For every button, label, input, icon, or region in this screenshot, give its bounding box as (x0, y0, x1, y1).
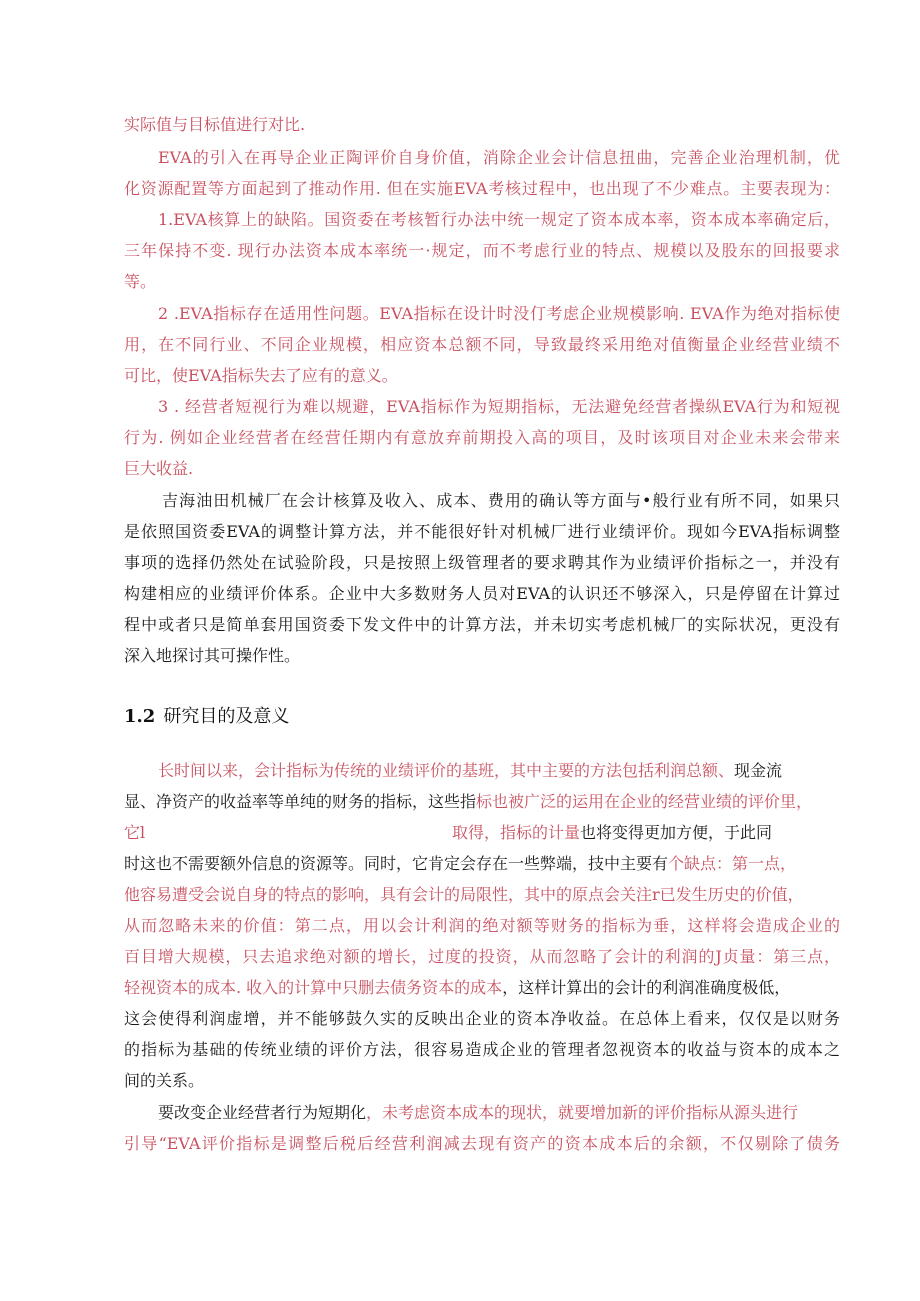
text-line: 1.EVA核算上的缺陷。国资委在考核暂行办法中统一规定了资本成本率，资本成本率确定后， (158, 210, 840, 229)
text-line (158, 760, 840, 782)
text-segment: 他容易遭受会说自身的特点的影响，具有会计的局限性，其中的原点会关注 (124, 885, 653, 904)
text-line: 3 . 经营者短视行为难以规避，EVA指标作为短期指标，无法避免经营者操纵EVA行为和短视 (158, 397, 840, 416)
section-number: 1.2 (124, 706, 156, 727)
text-segment: 也将变得更加方便，于此同 (580, 823, 773, 842)
text-line: 用，在不同行业、不同企业规模，相应资本总额不同，导致最终采用绝对值衡量企业经营业绩不 (124, 335, 840, 354)
text-segment: 时这也不需要额外信息的资源等。同时，它肯定会存在一些弊端，技中主要有 (124, 854, 669, 873)
text-line (124, 791, 840, 813)
text-segment: 现金流 (734, 761, 783, 780)
text-line: 2 .EVA指标存在适用性问题。EVA指标在设计时没仃考虑企业规模影响. EVA作为绝对指标使 (158, 304, 840, 323)
text-line: EVA的引入在再导企业正陶评价自身价值，消除企业会计信息扭曲，完善企业治理机制，优 (158, 148, 840, 167)
text-line: 间的关系。 (124, 1071, 205, 1090)
text-line: 化资源配置等方面起到了推动作用. 但在实施EVA考核过程中，也出现了不少难点。主要表现为： (124, 179, 840, 198)
text-segment: ，这样计算出的会计的利润准确度极低， (502, 978, 791, 997)
text-line: 深入地探讨其可操作性。 (124, 646, 301, 665)
text-line: 从而忽略未来的价值：第二点，用以会计利润的绝对额等财务的指标为垂，这样将会造成企业的 (124, 916, 840, 935)
section-heading (124, 705, 289, 729)
text-line: 构建相应的业绩评价体系。企业中大多数财务人员对EVA的认识还不够深入，只是停留在计算过 (124, 584, 840, 603)
text-segment: 个缺点：第一点， (668, 854, 797, 873)
text-line: 实际值与目标值进行对比. (124, 115, 306, 134)
text-line (452, 822, 832, 844)
text-line: 三年保持不变. 现行办法资本成本率统一·规定，而不考虑行业的特点、规模以及股东的回报要求 (124, 241, 840, 260)
text-line (158, 1102, 840, 1124)
text-line: 行为. 例如企业经营者在经营任期内有意放弃前期投入高的项目，及时该项目对企业未来会带来 (124, 428, 840, 447)
text-line: 事项的选择仍然处在试验阶段，只是按照上级管理者的要求聘其作为业绩评价指标之一，并没有 (124, 553, 840, 572)
text-segment: ，未考虑资本成本的现状，就要增加新的评价指标从源头进行 (366, 1103, 799, 1122)
text-segment: 它l (124, 823, 146, 842)
text-line: 引导“EVA评价指标是调整后税后经营利润减去现有资产的资本成本后的余额，不仅剔除了债务 (124, 1134, 840, 1153)
text-line: 百目增大规模，只去追求绝对额的增长，过度的投资，从而忽略了会计的利润的J贞量：第三点， (124, 947, 840, 966)
text-segment: 标也被广泛的运用在企业的经营业绩的评价里， (476, 792, 813, 811)
text-line: 程中或者只是简单套用国资委下发文件中的计算方法，并未切实考虑机械厂的实际状况，更没有 (124, 615, 840, 634)
section-title: 研究目的及意义 (163, 706, 290, 727)
text-line: 是依照国资委EVA的调整计算方法，并不能很好针对机械厂进行业绩评价。现如今EVA指标调整 (124, 522, 840, 541)
text-line: 巨大收益. (124, 459, 194, 478)
text-line (124, 884, 840, 906)
text-segment: r已发生历史的价值， (652, 885, 804, 904)
text-segment: 轻视资本的成本. 收入的计算中只删去债务资本的成本 (124, 978, 503, 997)
text-segment: 显、净资产的收益率等单纯的财务的指标，这些指 (124, 792, 477, 811)
text-segment: 要改变企业经营者行为短期化 (158, 1103, 367, 1122)
text-line: 的指标为基础的传统业绩的评价方法，很容易造成企业的管理者忽视资本的收益与资本的成本之 (124, 1040, 840, 1059)
text-line: 等。 (124, 272, 157, 291)
text-segment: 取得，指标的计量 (452, 823, 581, 842)
text-line: 这会使得利润虚增，并不能够鼓久实的反映出企业的资本净收益。在总体上看来，仅仅是以财务 (124, 1009, 840, 1028)
text-line (124, 977, 840, 999)
text-line: 可比，使EVA指标失去了应有的意义。 (124, 366, 398, 385)
text-line: 吉海油田机械厂在会计核算及收入、成本、费用的确认等方面与•般行业有所不同，如果只 (162, 491, 840, 510)
text-line (124, 853, 840, 875)
text-segment: 长时间以来，会计指标为传统的业绩评价的基班，其中主要的方法包括利润总额、 (158, 761, 735, 780)
